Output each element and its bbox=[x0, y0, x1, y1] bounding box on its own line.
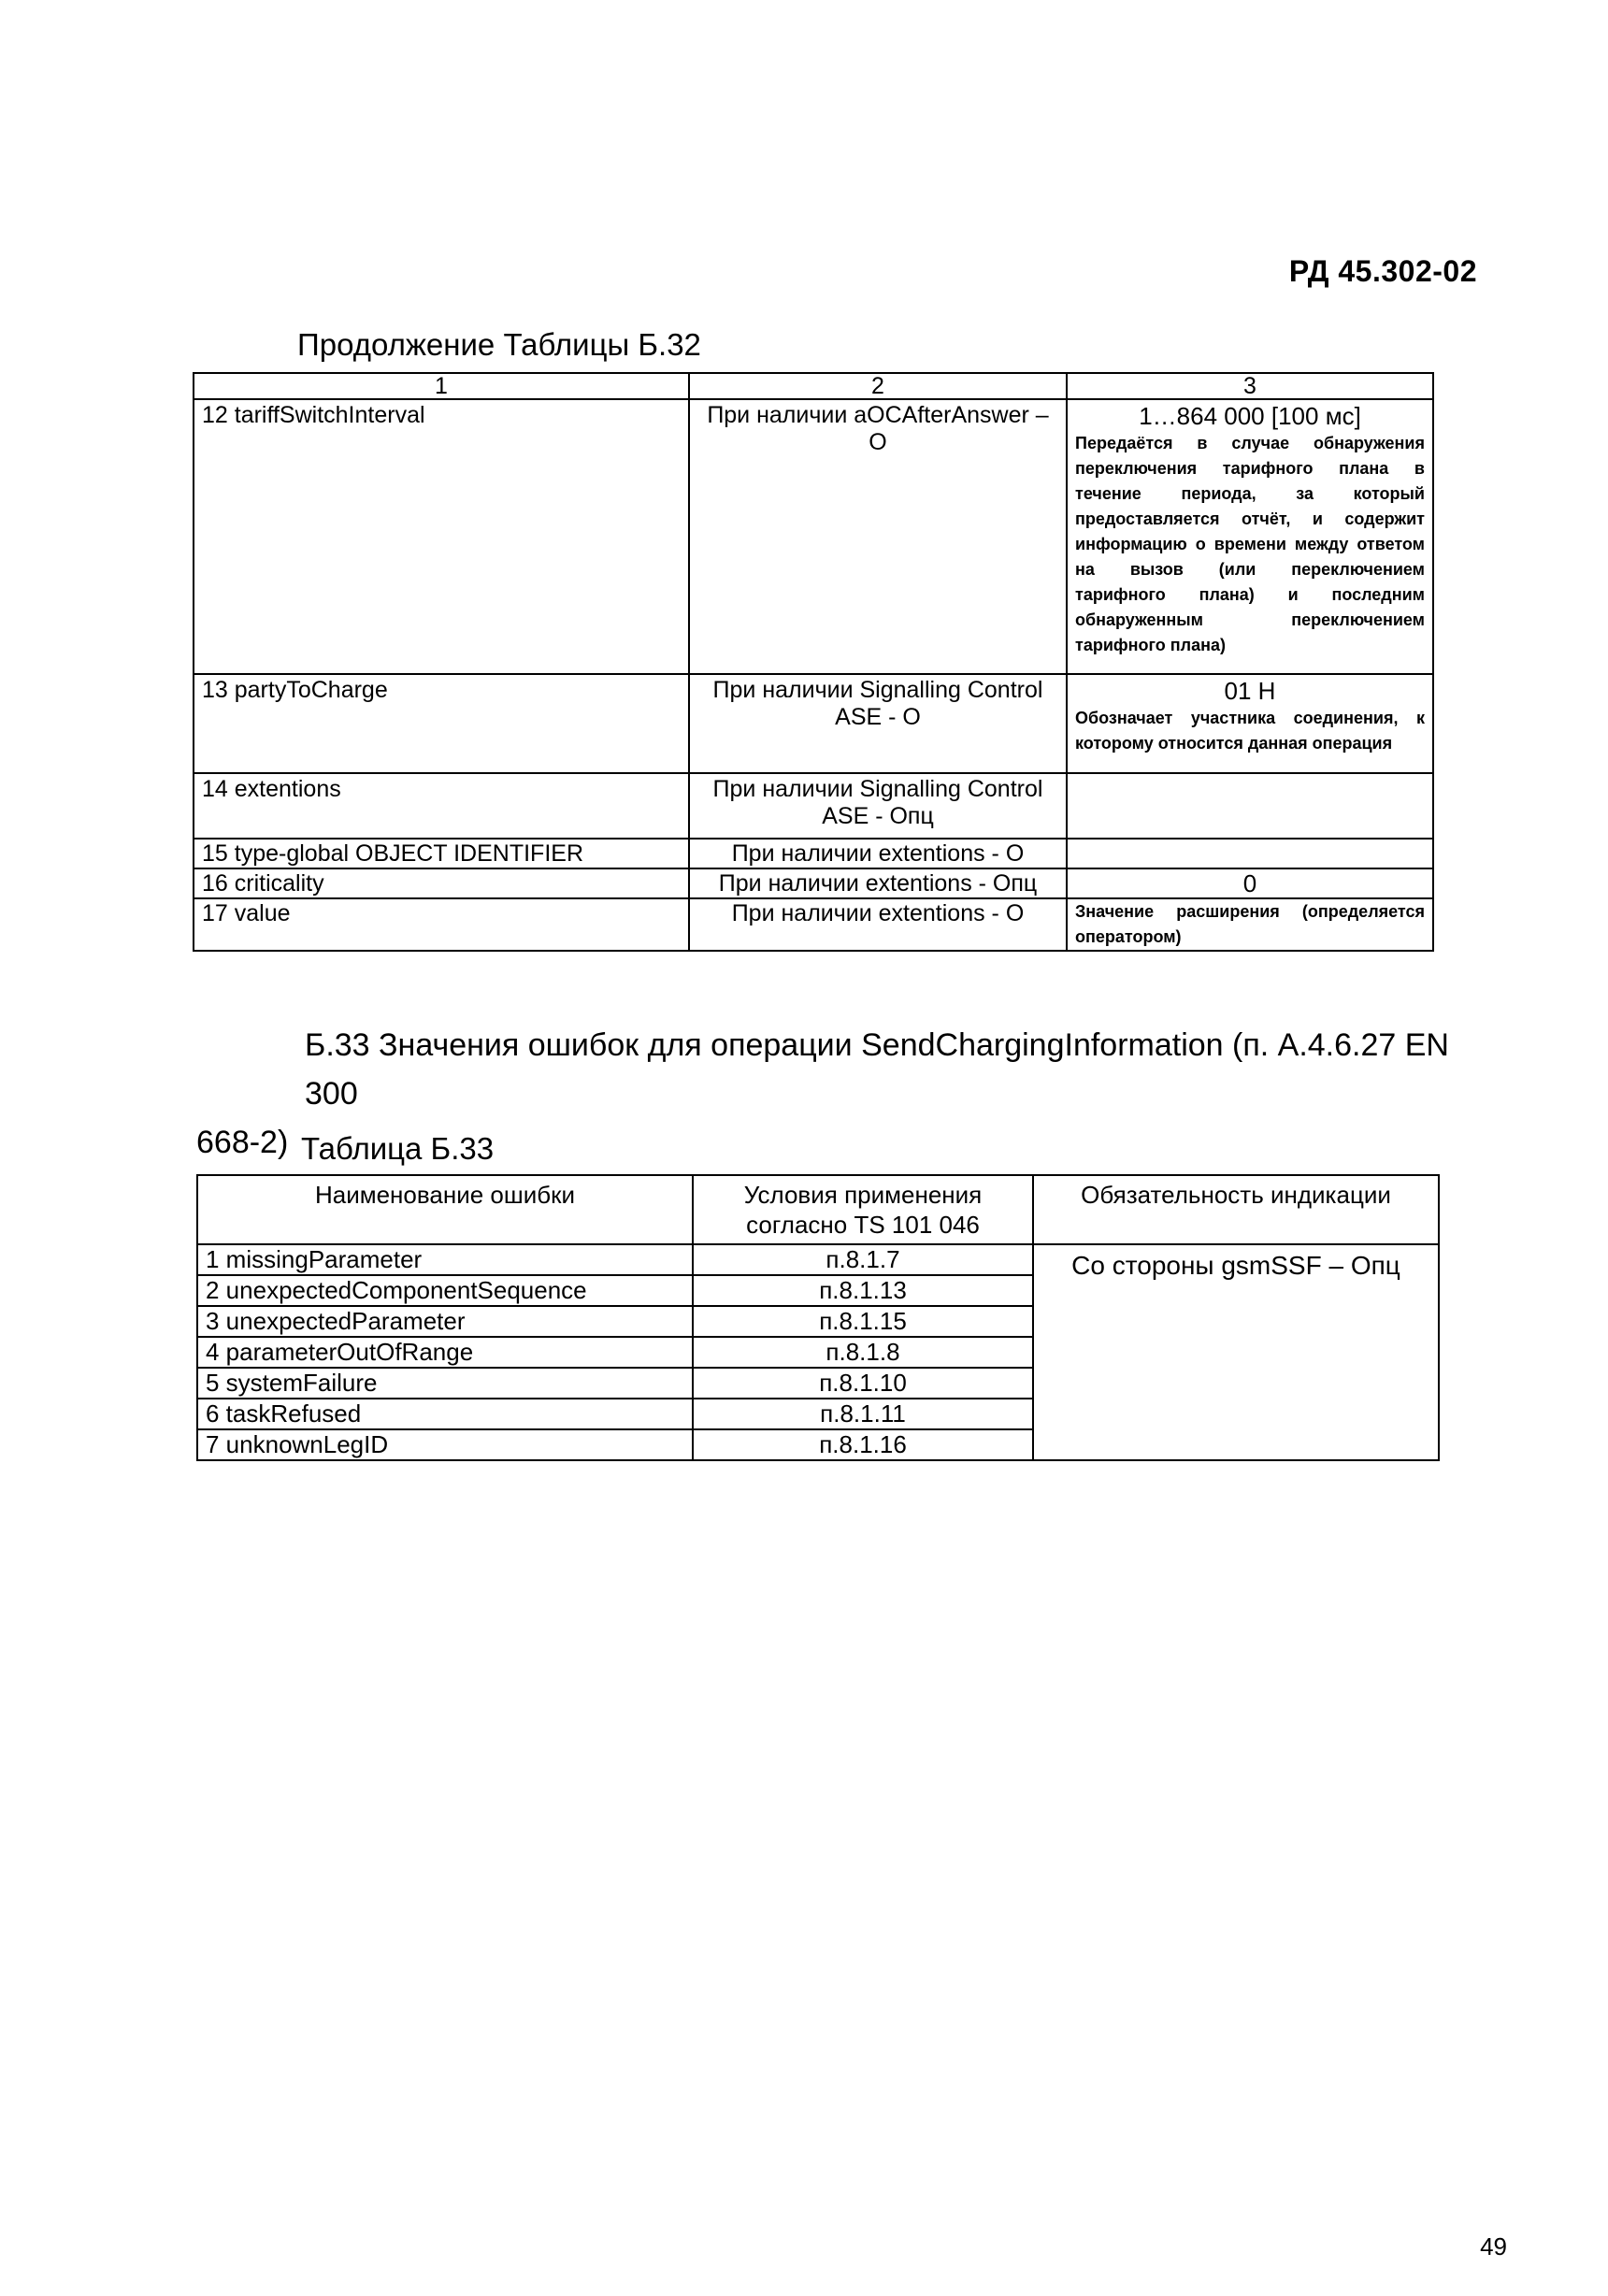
table-b33-caption: Таблица Б.33 bbox=[301, 1131, 495, 1166]
parameter-name: 16 criticality bbox=[194, 868, 689, 898]
table-row bbox=[197, 1244, 1439, 1275]
error-clause: п.8.1.7 bbox=[693, 1244, 1033, 1275]
parameter-value-cell bbox=[1067, 399, 1433, 674]
error-name: 2 unexpectedComponentSequence bbox=[197, 1275, 693, 1306]
document-code: РД 45.302-02 bbox=[1288, 254, 1477, 288]
table-row bbox=[194, 773, 1433, 839]
error-clause: п.8.1.11 bbox=[693, 1399, 1033, 1429]
column-header-error-name: Наименование ошибки bbox=[197, 1175, 693, 1244]
error-clause: п.8.1.13 bbox=[693, 1275, 1033, 1306]
parameter-note: Значение расширения (определяется оператором) bbox=[1075, 902, 1425, 946]
parameter-note: Обозначает участника соединения, к которому относится данная операция bbox=[1075, 709, 1425, 753]
mandatory-indication: Со стороны gsmSSF – Опц bbox=[1033, 1244, 1439, 1460]
parameter-value: 0 bbox=[1242, 869, 1257, 897]
parameter-name: 15 type-global OBJECT IDENTIFIER bbox=[194, 839, 689, 868]
parameter-name: 17 value bbox=[194, 898, 689, 951]
parameter-condition: При наличии extentions - O bbox=[689, 898, 1067, 951]
parameter-condition: При наличии extentions - O bbox=[689, 839, 1067, 868]
parameter-note: Передаётся в случае обнаружения переключения тарифного плана в течение периода, за который предоставляется отчёт, и содержит информацию о времени между ответом на вызов (или переключением тарифного плана) и последним обнаруженным переключением тарифного плана) bbox=[1075, 434, 1425, 654]
parameter-value-cell bbox=[1067, 773, 1433, 839]
error-name: 6 taskRefused bbox=[197, 1399, 693, 1429]
parameter-name: 12 tariffSwitchInterval bbox=[194, 399, 689, 674]
parameter-condition: При наличии Signalling Control ASE - Опц bbox=[689, 773, 1067, 839]
parameter-value: 1…864 000 [100 мс] bbox=[1139, 402, 1361, 430]
error-clause: п.8.1.16 bbox=[693, 1429, 1033, 1460]
table-row bbox=[194, 839, 1433, 868]
table-row bbox=[194, 399, 1433, 674]
parameter-condition: При наличии extentions - Опц bbox=[689, 868, 1067, 898]
error-name: 7 unknownLegID bbox=[197, 1429, 693, 1460]
section-heading-line: Б.33 Значения ошибок для операции SendChargingInformation (п. А.4.6.27 EN 300 bbox=[305, 1027, 1449, 1112]
table-header-row bbox=[194, 373, 1433, 399]
table-header-row bbox=[197, 1175, 1439, 1244]
parameter-name: 14 extentions bbox=[194, 773, 689, 839]
column-header-conditions: Условия применения согласно TS 101 046 bbox=[693, 1175, 1033, 1244]
parameter-value: 01 H bbox=[1224, 677, 1276, 705]
error-clause: п.8.1.10 bbox=[693, 1368, 1033, 1399]
parameter-value-cell bbox=[1067, 868, 1433, 898]
parameter-name: 13 partyToCharge bbox=[194, 674, 689, 773]
table-row bbox=[194, 898, 1433, 951]
parameter-value-cell bbox=[1067, 839, 1433, 868]
table-b32 bbox=[193, 372, 1434, 952]
parameter-value-cell bbox=[1067, 898, 1433, 951]
error-name: 5 systemFailure bbox=[197, 1368, 693, 1399]
column-header-mandatory: Обязательность индикации bbox=[1033, 1175, 1439, 1244]
table-row bbox=[194, 868, 1433, 898]
parameter-value-cell bbox=[1067, 674, 1433, 773]
table-b33 bbox=[196, 1174, 1440, 1461]
error-name: 3 unexpectedParameter bbox=[197, 1306, 693, 1337]
column-number: 2 bbox=[689, 373, 1067, 399]
page-number: 49 bbox=[1480, 2232, 1507, 2260]
column-number: 1 bbox=[194, 373, 689, 399]
error-name: 1 missingParameter bbox=[197, 1244, 693, 1275]
column-number: 3 bbox=[1067, 373, 1433, 399]
error-clause: п.8.1.15 bbox=[693, 1306, 1033, 1337]
error-clause: п.8.1.8 bbox=[693, 1337, 1033, 1368]
table-row bbox=[194, 674, 1433, 773]
parameter-condition: При наличии aOCAfterAnswer – O bbox=[689, 399, 1067, 674]
error-name: 4 parameterOutOfRange bbox=[197, 1337, 693, 1368]
table-b32-caption: Продолжение Таблицы Б.32 bbox=[297, 327, 701, 362]
parameter-condition: При наличии Signalling Control ASE - O bbox=[689, 674, 1067, 773]
section-heading-line: 668-2) bbox=[196, 1125, 289, 1160]
